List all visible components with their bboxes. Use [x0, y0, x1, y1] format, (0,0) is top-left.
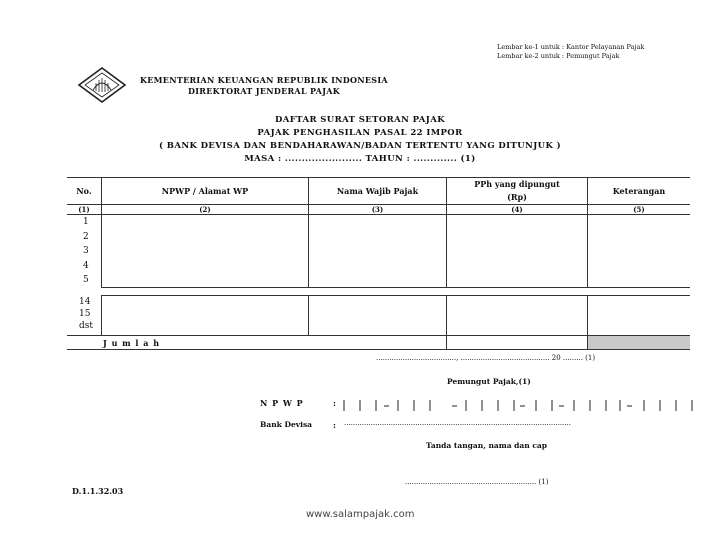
row-numbers-bottom	[67, 296, 102, 336]
signature-caption: Tanda tangan, nama dan cap	[426, 441, 548, 450]
row-numbers-top	[67, 215, 102, 288]
form-code: D.1.1.32.03	[72, 486, 124, 496]
total-amount-cell	[447, 336, 588, 350]
form-scope: ( BANK DEVISA DAN BENDAHARAWAN/BADAN TERTENTU YANG DITUNJUK )	[158, 141, 562, 151]
footer-watermark: www.salampajak.com	[306, 509, 415, 520]
row-number: 14	[79, 296, 91, 307]
bank-field[interactable]: ......................................................................................................	[344, 419, 571, 427]
col-header-amount	[447, 178, 588, 205]
table-break	[309, 288, 447, 296]
col-num-1: (1)	[67, 205, 102, 215]
table-break	[588, 288, 691, 296]
npwp-label: N P W P	[260, 398, 304, 408]
place-date-line: ...................................., ........................................ 20 ......... (1)	[376, 354, 596, 362]
data-cell	[588, 296, 691, 336]
bank-label: Bank Devisa	[260, 420, 313, 429]
ministry-logo	[76, 66, 128, 108]
col-header-no: No.	[67, 178, 102, 205]
sheet-note-2: Lembar ke-2 untuk : Pemungut Pajak	[497, 52, 620, 60]
sheet-note-1: Lembar ke-1 untuk : Kantor Pelayanan Pajak	[497, 43, 645, 51]
bank-colon: :	[333, 420, 336, 430]
data-cell	[102, 296, 309, 336]
npwp-colon: :	[333, 398, 336, 408]
data-cell	[447, 296, 588, 336]
data-cell	[447, 215, 588, 288]
data-cell	[102, 215, 309, 288]
row-number: 1	[83, 217, 89, 227]
table-break	[67, 288, 102, 296]
col-num-3: (3)	[309, 205, 447, 215]
row-number: dst	[79, 320, 93, 331]
row-number: 3	[83, 246, 89, 256]
form-subtitle: PAJAK PENGHASILAN PASAL 22 IMPOR	[257, 128, 463, 138]
collector-label: Pemungut Pajak,(1)	[447, 377, 531, 386]
form-title: DAFTAR SURAT SETORAN PAJAK	[274, 115, 445, 125]
col-header-npwp: NPWP / Alamat WP	[102, 178, 309, 205]
row-number: 15	[79, 308, 91, 319]
row-number: 2	[83, 231, 89, 242]
row-number: 4	[83, 260, 89, 271]
row-number: 5	[83, 275, 89, 285]
col-header-notes: Keterangan	[588, 178, 691, 205]
table-break	[102, 288, 309, 296]
col-num-2: (2)	[102, 205, 309, 215]
form-period: MASA : ....................... TAHUN : ............. (1)	[244, 154, 476, 164]
table-break	[447, 288, 588, 296]
data-cell	[309, 296, 447, 336]
directorate-name: DIREKTORAT JENDERAL PAJAK	[188, 86, 341, 96]
data-cell	[309, 215, 447, 288]
signature-line[interactable]: ........................................................... (1)	[405, 478, 549, 486]
deposit-table	[67, 177, 690, 350]
data-cell	[588, 215, 691, 288]
col-num-4: (4)	[447, 205, 588, 215]
ministry-name: KEMENTERIAN KEUANGAN REPUBLIK INDONESIA	[140, 75, 388, 85]
total-label: J u m l a h	[67, 336, 447, 350]
col-header-amount-text: PPh yang dipungut (Rp)	[474, 179, 560, 202]
total-notes-shaded	[588, 336, 691, 350]
npwp-boxes[interactable]	[340, 398, 696, 412]
col-header-name: Nama Wajib Pajak	[309, 178, 447, 205]
col-num-5: (5)	[588, 205, 691, 215]
